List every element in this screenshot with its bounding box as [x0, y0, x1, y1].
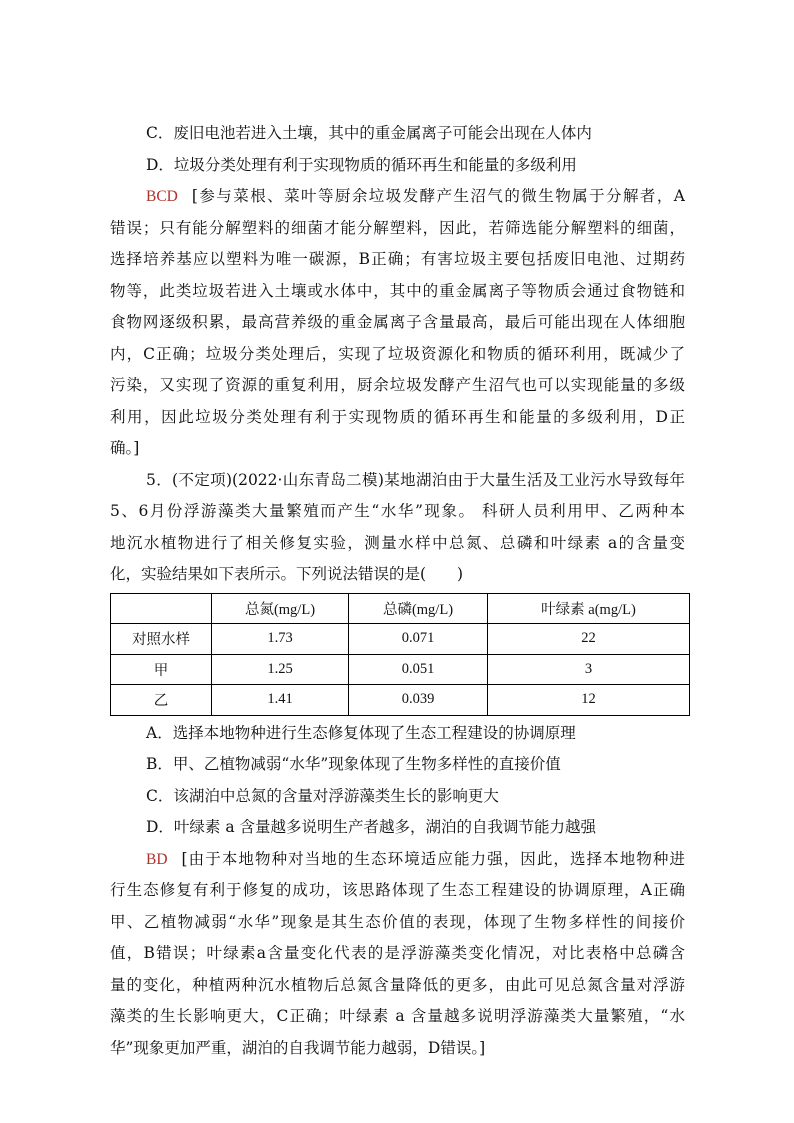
data-table [110, 593, 690, 716]
question-stem-line: 5、6月份浮游藻类大量繁殖而产生“水华”现象。 科研人员利用甲、乙两种本 [110, 502, 685, 520]
table-cell: 0.039 [349, 685, 488, 716]
option-b: B．甲、乙植物减弱“水华”现象体现了生物多样性的直接价值 [146, 755, 561, 773]
explanation-line: 物等，此类垃圾若进入土壤或水体中，其中的重金属离子等物质会通过食物链和 [110, 281, 685, 300]
table-cell: 乙 [111, 685, 212, 716]
document-page [110, 118, 685, 1064]
explanation-line: 选择培养基应以塑料为唯一碳源，B正确；有害垃圾主要包括废旧电池、过期药 [110, 250, 685, 268]
table-cell: 0.051 [349, 654, 488, 685]
table-header-row [111, 593, 690, 624]
table-cell: 1.25 [212, 654, 349, 685]
explanation-line: 内，C正确；垃圾分类处理后，实现了垃圾资源化和物质的循环利用，既减少了 [110, 344, 685, 363]
table-row [111, 685, 690, 716]
answer-key: BD [146, 850, 168, 868]
question-stem-line: 化，实验结果如下表所示。下列说法错误的是( ) [110, 565, 464, 583]
explanation-line: 确。] [110, 439, 140, 457]
answer-key: BCD [146, 188, 178, 205]
table-row [111, 654, 690, 685]
explanation-line: 甲、乙植物减弱“水华”现象是其生态价值的表现，体现了生物多样性的间接价 [110, 912, 685, 931]
table-cell: 0.071 [349, 624, 488, 655]
explanation-line: 华”现象更加严重，湖泊的自我调节能力越弱，D错误。] [110, 1038, 486, 1057]
table-header-cell: 总氮(mg/L) [212, 593, 349, 624]
table-header-cell [111, 593, 212, 624]
table-cell: 1.73 [212, 624, 349, 655]
table-cell: 22 [488, 624, 690, 655]
explanation-line: 利用，因此垃圾分类处理有利于实现物质的循环再生和能量的多级利用，D正 [110, 407, 685, 426]
explanation-line: 行生态修复有利于修复的成功，该思路体现了生态工程建设的协调原理，A正确 [110, 881, 685, 899]
table-cell: 对照水样 [111, 624, 212, 655]
table-cell: 1.41 [212, 685, 349, 716]
option-d-prev: D．垃圾分类处理有利于实现物质的循环再生和能量的多级利用 [146, 155, 577, 174]
explanation-line: 藻类的生长影响更大，C正确；叶绿素 a 含量越多说明浮游藻类大量繁殖，“水 [110, 1007, 685, 1025]
table-row [111, 624, 690, 655]
option-d: D．叶绿素 a 含量越多说明生产者越多，湖泊的自我调节能力越强 [146, 818, 597, 836]
table-cell: 甲 [111, 654, 212, 685]
explanation-line: 值，B错误；叶绿素a含量变化代表的是浮游藻类变化情况，对比表格中总磷含 [110, 944, 685, 962]
option-a: A．选择本地物种进行生态修复体现了生态工程建设的协调原理 [146, 723, 576, 742]
question-stem-line: 5．(不定项)(2022·山东青岛二模)某地湖泊由于大量生活及工业污水导致每年 [146, 470, 685, 489]
question-stem-line: 地沉水植物进行了相关修复实验，测量水样中总氮、总磷和叶绿素 a的含量变 [110, 533, 685, 552]
option-c: C．该湖泊中总氮的含量对浮游藻类生长的影响更大 [146, 786, 499, 805]
explanation-line: 污染，又实现了资源的重复利用，厨余垃圾发酵产生沼气也可以实现能量的多级 [110, 376, 685, 394]
option-c-prev: C．废旧电池若进入土壤，其中的重金属离子可能会出现在人体内 [146, 124, 592, 142]
explanation-line: BCD [参与菜根、菜叶等厨余垃圾发酵产生沼气的微生物属于分解者，A [146, 187, 685, 205]
explanation-line: BD [由于本地物种对当地的生态环境适应能力强，因此，选择本地物种进 [146, 849, 685, 868]
explanation-line: 量的变化，种植两种沉水植物后总氮含量降低的更多，由此可见总氮含量对浮游 [110, 975, 685, 994]
table-header-cell: 叶绿素 a(mg/L) [488, 593, 690, 624]
explanation-line: 食物网逐级积累，最高营养级的重金属离子含量最高，最后可能出现在人体细胞 [110, 313, 685, 331]
table-cell: 12 [488, 685, 690, 716]
explanation-line: 错误；只有能分解塑料的细菌才能分解塑料，因此，若筛选能分解塑料的细菌， [110, 218, 685, 237]
table-cell: 3 [488, 654, 690, 685]
table-header-cell: 总磷(mg/L) [349, 593, 488, 624]
